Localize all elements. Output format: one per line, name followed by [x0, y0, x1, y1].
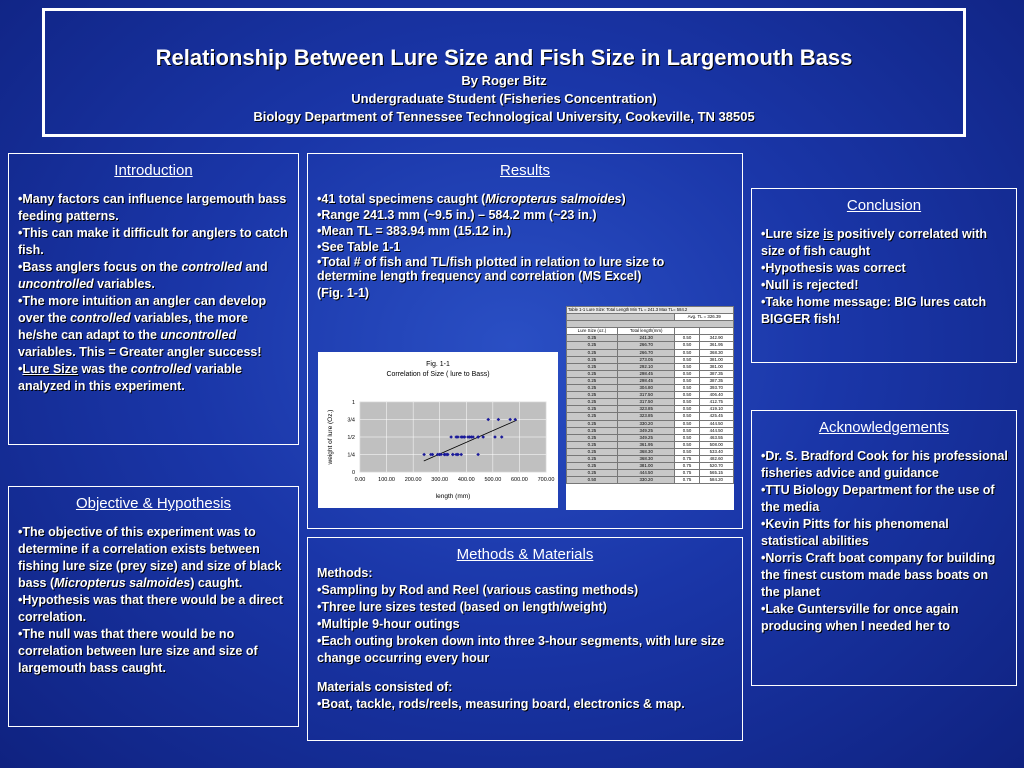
table-row — [567, 356, 734, 363]
methods-label: Methods: — [317, 566, 373, 580]
intro-bullet: • This can make it difficult for anglers to catch fish. — [18, 225, 290, 259]
table-cell: 0.25 — [567, 441, 618, 448]
table-cell: 387.35 — [699, 370, 733, 377]
table-cell: 0.25 — [567, 463, 618, 470]
table-cell: 0.50 — [675, 448, 699, 455]
table-cell: 565.15 — [699, 470, 733, 477]
table-cell: 0.25 — [567, 342, 618, 349]
chart-svg — [318, 352, 558, 508]
intro-bullet: • Lure Size was the controlled variable analyzed in this experiment. — [18, 361, 290, 395]
table-cell: 0.25 — [567, 349, 618, 356]
table-row — [567, 441, 734, 448]
table-row — [567, 385, 734, 392]
acknowledgements-title: Acknowledgements — [818, 419, 950, 436]
table-row — [567, 427, 734, 434]
table-cell: 381.00 — [699, 356, 733, 363]
table-cell: 0.50 — [675, 392, 699, 399]
table-cell: 0.50 — [675, 377, 699, 384]
table-cell: 361.95 — [617, 441, 675, 448]
table-cell: 0.50 — [675, 370, 699, 377]
table-cell: 0.75 — [675, 463, 699, 470]
table-row — [567, 406, 734, 413]
intro-bullet: • The more intuition an angler can develop over the controlled variables, the more he/she can adapt to the uncontrolled variables. This = Greater angler success! — [18, 293, 290, 361]
table-cell: 361.95 — [699, 342, 733, 349]
table-cell: 0.25 — [567, 427, 618, 434]
table-cell: 0.25 — [567, 356, 618, 363]
objective-bullet: • The null was that there would be no correlation between lure size and size of largemouth bass caught. — [18, 626, 290, 677]
results-fig-ref: (Fig. 1-1) — [317, 286, 370, 300]
table-cell: 304.80 — [617, 385, 675, 392]
x-tick-label: 200.00 — [404, 477, 422, 483]
table-cell: 0.50 — [675, 363, 699, 370]
results-bullet: • Range 241.3 mm (~9.5 in.) – 584.2 mm (~23 in.) — [317, 207, 734, 223]
table-cell: 0.75 — [675, 470, 699, 477]
methods-bullet: • Each outing broken down into three 3-hour segments, with lure size change occurring every hour — [317, 633, 734, 667]
table-cell: 0.50 — [675, 349, 699, 356]
conclusion-bullet: • Lure size is positively correlated with size of fish caught — [761, 226, 1008, 260]
table-cell: 0.25 — [567, 434, 618, 441]
table-cell: 368.30 — [617, 455, 675, 462]
data-table — [566, 306, 734, 510]
conclusion-panel — [751, 188, 1017, 363]
scatter-chart — [318, 352, 558, 508]
table-cell: 425.45 — [699, 413, 733, 420]
table-body — [567, 335, 734, 484]
methods-bullet: • Sampling by Rod and Reel (various casting methods) — [317, 582, 734, 599]
table-cell: 368.30 — [699, 349, 733, 356]
intro-bullet: • Bass anglers focus on the controlled and uncontrolled variables. — [18, 259, 290, 293]
table-cell: 0.25 — [567, 335, 618, 342]
table-cell: 0.25 — [567, 370, 618, 377]
methods-title: Methods & Materials — [456, 546, 594, 563]
table-cell: 292.10 — [617, 363, 675, 370]
table-cell: 0.25 — [567, 406, 618, 413]
objective-title: Objective & Hypothesis — [75, 495, 232, 512]
table-cell: 0.50 — [675, 406, 699, 413]
table-cell: 508.00 — [699, 441, 733, 448]
table-cell: 0.50 — [567, 477, 618, 484]
table-cell: 298.45 — [617, 370, 675, 377]
x-tick-label: 300.00 — [431, 477, 449, 483]
table-cell: 273.05 — [617, 356, 675, 363]
table-cell: 0.25 — [567, 448, 618, 455]
methods-bullet: • Three lure sizes tested (based on length/weight) — [317, 599, 734, 616]
x-tick-label: 400.00 — [457, 477, 475, 483]
table-cell: 323.85 — [617, 406, 675, 413]
table-cell: 241.30 — [617, 335, 675, 342]
y-tick-label: 0 — [351, 470, 355, 476]
results-bullet: • Mean TL = 383.94 mm (15.12 in.) — [317, 223, 734, 239]
table-cell: 482.60 — [699, 455, 733, 462]
affiliation: Undergraduate Student (Fisheries Concentration) — [351, 91, 657, 106]
table-cell: 0.25 — [567, 420, 618, 427]
table-cell: 381.00 — [699, 363, 733, 370]
acknowledgements-panel — [751, 410, 1017, 686]
table-cell: 444.50 — [617, 470, 675, 477]
chart-subtitle: Correlation of Size ( lure to Bass) — [386, 371, 490, 378]
table-cell: 412.75 — [699, 399, 733, 406]
table-cell: 533.40 — [699, 448, 733, 455]
y-tick-label: 1/4 — [347, 452, 355, 459]
intro-bullet: • Many factors can influence largemouth bass feeding patterns. — [18, 191, 290, 225]
table-cell: 584.20 — [699, 477, 733, 484]
table-cell: 0.50 — [675, 399, 699, 406]
table-cell: 0.50 — [675, 342, 699, 349]
methods-bullet: • Boat, tackle, rods/reels, measuring board, electronics & map. — [317, 696, 734, 713]
table-cell: 0.25 — [567, 413, 618, 420]
table-cell: 317.50 — [617, 392, 675, 399]
table-cell: 0.50 — [675, 335, 699, 342]
table-cell: 393.70 — [699, 385, 733, 392]
x-tick-label: 500.00 — [484, 477, 502, 483]
table-cell: 349.25 — [617, 434, 675, 441]
table-row — [567, 399, 734, 406]
table-row — [567, 370, 734, 377]
table-cell: 387.35 — [699, 377, 733, 384]
x-tick-label: 600.00 — [511, 477, 528, 483]
table-cell: 0.25 — [567, 363, 618, 370]
table-cell: 317.50 — [617, 399, 675, 406]
methods-panel — [307, 537, 743, 741]
table-row — [567, 463, 734, 470]
table-row — [567, 363, 734, 370]
table-cell: 266.70 — [617, 342, 675, 349]
table-cell: 0.25 — [567, 399, 618, 406]
conclusion-bullet: • Null is rejected! — [761, 277, 1008, 294]
table-row — [567, 392, 734, 399]
table-header: Total length(mm) — [617, 328, 675, 335]
table-cell: 266.70 — [617, 349, 675, 356]
table-cell: 0.50 — [675, 441, 699, 448]
table-row — [567, 477, 734, 484]
introduction-panel — [8, 153, 299, 445]
results-title: Results — [499, 162, 551, 179]
author: By Roger Bitz — [461, 73, 547, 88]
table-row — [567, 455, 734, 462]
table-cell: 349.25 — [617, 427, 675, 434]
ack-bullet: • Norris Craft boat company for building the finest custom made bass boats on the planet — [761, 550, 1008, 601]
table-cell: 444.50 — [699, 427, 733, 434]
table-cell: 0.25 — [567, 455, 618, 462]
ack-bullet: • Dr. S. Bradford Cook for his professional fisheries advice and guidance — [761, 448, 1008, 482]
table-header: Lure Size (oz.) — [567, 328, 618, 335]
table-cell: 0.50 — [675, 427, 699, 434]
results-bullet: • 41 total specimens caught (Micropterus salmoides) — [317, 191, 734, 207]
conclusion-bullet: • Hypothesis was correct — [761, 260, 1008, 277]
results-bullet: • Total # of fish and TL/fish plotted in relation to lure size to determine length frequency and correlation (MS Excel) — [317, 255, 734, 283]
table-cell: 444.50 — [699, 420, 733, 427]
table-cell: 330.20 — [617, 477, 675, 484]
table-row — [567, 434, 734, 441]
objective-bullet: • The objective of this experiment was to determine if a correlation exists between fishing lure size (prey size) and size of black bass (Micropterus salmoides) caught. — [18, 524, 290, 592]
ack-bullet: • TTU Biology Department for the use of the media — [761, 482, 1008, 516]
methods-bullet: • Multiple 9-hour outings — [317, 616, 734, 633]
ack-bullet: • Kevin Pitts for his phenomenal statistical abilities — [761, 516, 1008, 550]
table-cell: 330.20 — [617, 420, 675, 427]
table-row — [567, 470, 734, 477]
y-axis-label: weight of lure (Oz.) — [327, 409, 334, 465]
objective-panel — [8, 486, 299, 727]
table-cell: 406.40 — [699, 392, 733, 399]
poster-title: Relationship Between Lure Size and Fish Size in Largemouth Bass — [155, 45, 853, 70]
materials-label: Materials consisted of: — [317, 680, 453, 694]
department: Biology Department of Tennessee Technological University, Cookeville, TN 38505 — [253, 109, 755, 124]
table-cell: 419.10 — [699, 406, 733, 413]
x-axis-label: length (mm) — [435, 493, 471, 500]
table-cell: 463.55 — [699, 434, 733, 441]
title-banner — [42, 8, 966, 137]
objective-bullet: • Hypothesis was that there would be a direct correlation. — [18, 592, 290, 626]
table-cell: 368.30 — [617, 448, 675, 455]
x-tick-label: 700.00 — [537, 477, 555, 483]
table-cell: 0.50 — [675, 356, 699, 363]
table-title: Table 1-1 Lure Size: Total Length Min TL = 241.3 Max TL= 584.2 — [567, 307, 734, 314]
table-row — [567, 413, 734, 420]
table-cell: 0.25 — [567, 470, 618, 477]
table-row — [567, 448, 734, 455]
ack-bullet: • Lake Guntersville for once again producing when I needed her to — [761, 601, 1008, 635]
table-row — [567, 377, 734, 384]
y-tick-label: 1/2 — [347, 435, 355, 441]
table-avg: Avg. TL = 326.39 — [675, 314, 734, 321]
table-cell: 323.85 — [617, 413, 675, 420]
table-row — [567, 420, 734, 427]
table-cell: 0.50 — [675, 434, 699, 441]
table-cell: 0.50 — [675, 420, 699, 427]
table-row — [567, 335, 734, 342]
table-cell: 0.75 — [675, 455, 699, 462]
table-cell: 0.25 — [567, 377, 618, 384]
table-cell: 298.45 — [617, 377, 675, 384]
conclusion-title: Conclusion — [846, 197, 922, 214]
results-bullet: • See Table 1-1 — [317, 239, 734, 255]
table-cell: 0.50 — [675, 413, 699, 420]
x-tick-label: 0.00 — [354, 477, 366, 483]
table-cell: 381.00 — [617, 463, 675, 470]
table-cell: 520.70 — [699, 463, 733, 470]
table-cell: 0.25 — [567, 392, 618, 399]
conclusion-bullet: • Take home message: BIG lures catch BIGGER fish! — [761, 294, 1008, 328]
table-cell: 0.75 — [675, 477, 699, 484]
table-row — [567, 342, 734, 349]
table-cell: 342.90 — [699, 335, 733, 342]
table-cell: 0.25 — [567, 385, 618, 392]
chart-title: Fig. 1-1 — [426, 361, 450, 368]
table-row — [567, 349, 734, 356]
introduction-title: Introduction — [114, 162, 193, 179]
table-cell: 0.50 — [675, 385, 699, 392]
x-tick-label: 100.00 — [378, 477, 395, 483]
y-tick-label: 3/4 — [347, 417, 355, 424]
y-tick-label: 1 — [351, 400, 355, 406]
